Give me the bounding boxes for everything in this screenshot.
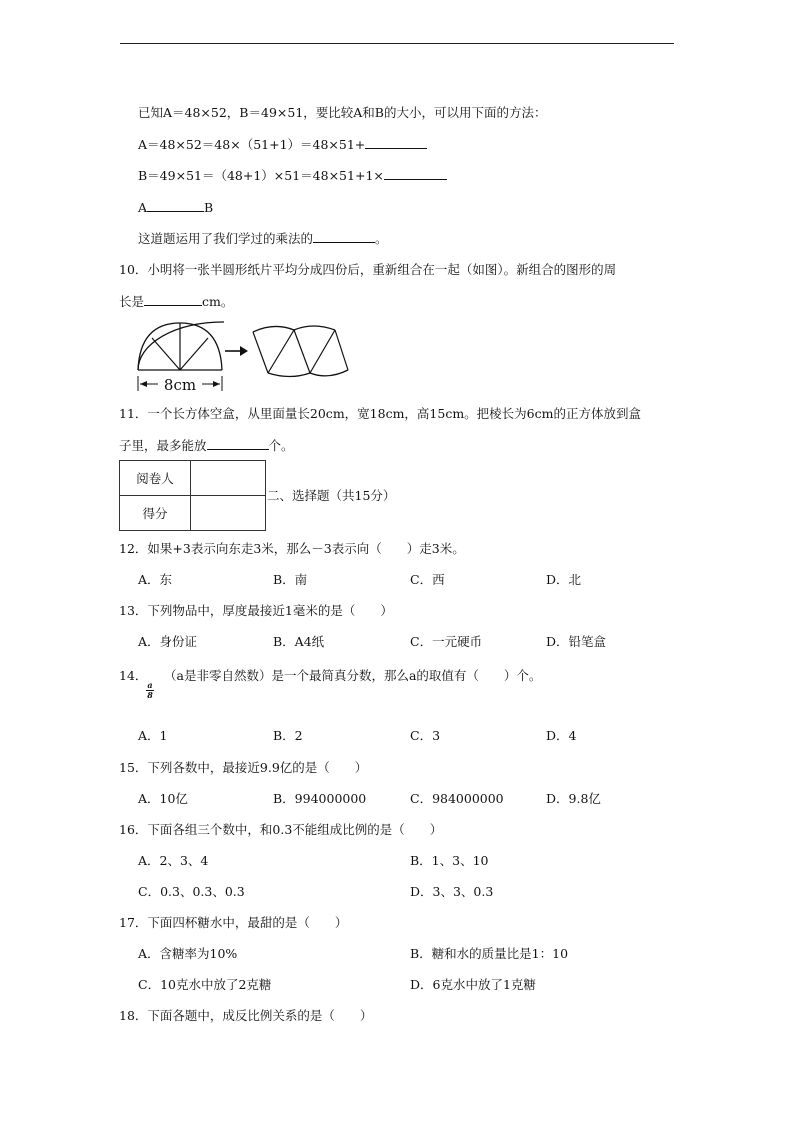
q14-option-d[interactable]: D．4 bbox=[546, 728, 577, 743]
intro-line-5 bbox=[138, 230, 388, 247]
q12-option-c[interactable]: C．西 bbox=[410, 572, 445, 587]
q14-option-a[interactable]: A．1 bbox=[138, 728, 168, 743]
q14-stem: （a是非零自然数）是一个最简真分数，那么a的取值有（ ）个。 bbox=[164, 668, 542, 683]
answer-blank[interactable] bbox=[207, 437, 269, 450]
q13-stem: 13．下列物品中，厚度最接近1毫米的是（ ） bbox=[119, 603, 393, 618]
answer-blank[interactable] bbox=[313, 230, 375, 243]
q17-option-d[interactable]: D．6克水中放了1克糖 bbox=[410, 977, 536, 992]
intro-line-4-b: B bbox=[204, 200, 214, 215]
intro-line-5-a: 这道题运用了我们学过的乘法的 bbox=[138, 231, 314, 246]
score-table bbox=[119, 460, 266, 531]
q10-line-2 bbox=[119, 293, 233, 310]
q15-option-d[interactable]: D．9.8亿 bbox=[546, 791, 601, 806]
q16-stem: 16．下面各组三个数中，和0.3不能组成比例的是（ ） bbox=[119, 822, 443, 837]
q12-option-d[interactable]: D．北 bbox=[546, 572, 582, 587]
figure-dimension-label: 8cm bbox=[163, 376, 197, 394]
intro-line-3 bbox=[138, 167, 447, 184]
q15-option-c[interactable]: C．984000000 bbox=[410, 791, 504, 806]
q16-option-c[interactable]: C．0.3、0.3、0.3 bbox=[138, 884, 245, 899]
intro-line-4 bbox=[138, 199, 213, 216]
reviewer-label: 阅卷人 bbox=[120, 461, 191, 496]
score-label: 得分 bbox=[120, 496, 191, 531]
q11-line-1: 11．一个长方体空盒，从里面量长20cm，宽18cm，高15cm。把棱长为6cm的正方体放到盒 bbox=[119, 406, 641, 421]
q14-option-c[interactable]: C．3 bbox=[410, 728, 441, 743]
q17-option-b[interactable]: B．糖和水的质量比是1：10 bbox=[410, 946, 569, 961]
q14-fraction bbox=[145, 681, 155, 700]
q13-option-a[interactable]: A．身份证 bbox=[138, 634, 198, 649]
q16-option-a[interactable]: A．2、3、4 bbox=[138, 853, 209, 868]
q18-stem: 18．下面各题中，成反比例关系的是（ ） bbox=[119, 1008, 373, 1023]
semicircle-figure bbox=[128, 318, 378, 398]
answer-blank[interactable] bbox=[144, 293, 202, 306]
q11-line-2-b: 个。 bbox=[268, 438, 294, 453]
q16-option-d[interactable]: D．3、3、0.3 bbox=[410, 884, 494, 899]
intro-line-2-text: A＝48×52＝48×（51+1）＝48×51+ bbox=[138, 137, 366, 152]
intro-line-1: 已知A＝48×52，B＝49×51，要比较A和B的大小，可以用下面的方法： bbox=[138, 105, 547, 120]
fraction-denominator: 8 bbox=[147, 690, 153, 700]
answer-blank[interactable] bbox=[384, 167, 447, 180]
q14-option-b[interactable]: B．2 bbox=[273, 728, 303, 743]
fraction-numerator: a bbox=[147, 680, 153, 690]
q10-line-2-b: cm。 bbox=[202, 294, 234, 309]
q12-option-b[interactable]: B．南 bbox=[273, 572, 308, 587]
intro-line-3-text: B＝49×51＝（48+1）×51＝48×51+1× bbox=[138, 168, 384, 183]
reviewer-cell[interactable] bbox=[191, 461, 266, 496]
q17-option-a[interactable]: A．含糖率为10% bbox=[138, 946, 238, 961]
q13-option-d[interactable]: D．铅笔盒 bbox=[546, 634, 607, 649]
q10-line-1: 10．小明将一张半圆形纸片平均分成四份后，重新组合在一起（如图）。新组合的图形的周 bbox=[119, 262, 617, 277]
section-title: 二、选择题（共15分） bbox=[267, 488, 396, 503]
intro-line-5-b: 。 bbox=[375, 231, 388, 246]
q13-option-c[interactable]: C．一元硬币 bbox=[410, 634, 483, 649]
intro-line-2 bbox=[138, 136, 427, 153]
score-cell[interactable] bbox=[191, 496, 266, 531]
q17-stem: 17．下面四杯糖水中，最甜的是（ ） bbox=[119, 915, 348, 930]
q17-option-c[interactable]: C．10克水中放了2克糖 bbox=[138, 977, 272, 992]
q14-number: 14． bbox=[119, 668, 148, 683]
q15-option-b[interactable]: B．994000000 bbox=[273, 791, 367, 806]
q16-option-b[interactable]: B．1、3、10 bbox=[410, 853, 489, 868]
q13-option-b[interactable]: B．A4纸 bbox=[273, 634, 325, 649]
q12-stem: 12．如果+3表示向东走3米，那么－3表示向（ ）走3米。 bbox=[119, 541, 465, 556]
q15-option-a[interactable]: A．10亿 bbox=[138, 791, 188, 806]
answer-blank[interactable] bbox=[365, 136, 427, 149]
q15-stem: 15．下列各数中，最接近9.9亿的是（ ） bbox=[119, 760, 368, 775]
answer-blank[interactable] bbox=[147, 199, 204, 212]
q11-line-2 bbox=[119, 437, 294, 454]
q10-line-2-a: 长是 bbox=[119, 294, 145, 309]
q11-line-2-a: 子里，最多能放 bbox=[119, 438, 207, 453]
intro-line-4-a: A bbox=[138, 200, 148, 215]
q12-option-a[interactable]: A．东 bbox=[138, 572, 173, 587]
header-rule bbox=[120, 43, 674, 44]
